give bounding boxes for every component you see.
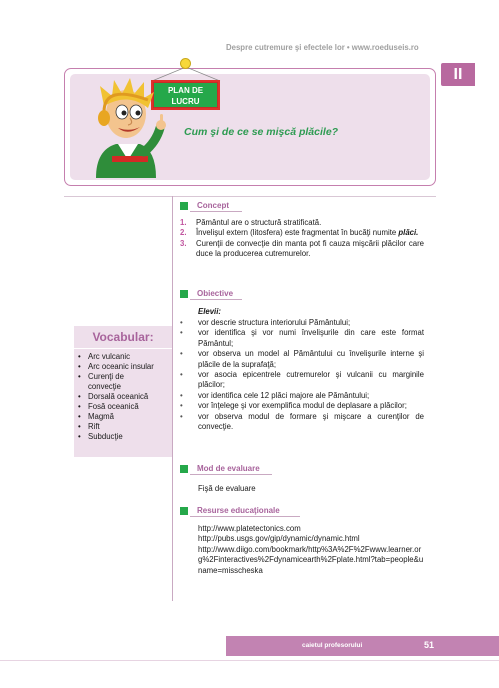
concept-list [180,218,424,260]
list-item: • vor observa un model al Pământului cu învelişurile interne şi plăcile de la suprafaţă; [180,349,424,369]
plan-badge-line2: LUCRU [171,97,200,106]
list-item: • vor înţelege şi vor exemplifica modul de deplasare a plăcilor; [180,401,407,411]
resource-link[interactable]: http://www.diigo.com/bookmark/http%3A%2F%2Fwww.learner.org%2Finteractives%2Fdynamicearth%2Fplate.html?tab=people&uname=misscheska [198,544,424,575]
evaluation-text: Fişă de evaluare [198,484,256,493]
list-item: • Dorsală oceanică [78,392,149,401]
list-item: 3. Curenţii de convecţie din manta pot fi cauza mişcării plăcilor care duce la producerea cutremurelor. [180,238,424,259]
list-item: • Rift [78,422,100,431]
list-item: • vor observa modul de formare şi mişcare a curenţilor de convecţie. [180,411,424,432]
list-item: • Fosă oceanică [78,402,139,411]
list-item: • Magmă [78,412,114,421]
section-tab: II [441,63,475,86]
list-item: • Curenţi de convecţie [78,372,124,391]
vocabulary-list [74,352,172,442]
resource-link[interactable]: http://www.platetectonics.com [198,524,301,533]
evaluation-heading: Mod de evaluare [180,464,270,475]
running-header: Despre cutremure şi efectele lor • www.roeduseis.ro [226,43,419,52]
list-item: • vor asocia epicentrele cutremurelor şi vulcanii cu marginile plăcilor; [180,370,424,390]
heading-marker [180,465,188,473]
objectives-intro: Elevii: [198,307,221,316]
concept-heading: Concept [180,201,242,212]
divider-vertical [172,196,173,601]
objectives-intro-wrap [198,307,424,317]
list-item: 2. Învelişul extern (litosfera) este fragmentat în bucăţi numite plăci. [180,228,419,238]
list-item: • vor descrie structura interiorului Pământului; [180,318,351,327]
lesson-title: Cum şi de ce se mişcă plăcile? [184,126,339,138]
plan-badge-line1: PLAN DE [167,86,204,95]
emphasis-term: plăci. [398,228,419,238]
list-item: 1. Pământul are o structură stratificată. [180,218,322,227]
resources-heading: Resurse educaţionale [180,506,300,517]
list-item: • Arc vulcanic [78,352,131,361]
heading-marker [180,290,188,298]
list-item: • vor identifica cele 12 plăci majore ale Pământului; [180,390,370,400]
objectives-list [180,318,424,432]
resources-links [198,524,424,576]
mascot-illustration [82,78,172,178]
objectives-heading: Obiective [180,289,242,300]
footer-bar [226,636,499,656]
resource-link[interactable]: http://pubs.usgs.gov/gip/dynamic/dynamic.html [198,534,360,544]
vocabulary-box [74,326,172,457]
vocabulary-title: Vocabular: [92,330,154,344]
list-item: • Subducţie [78,432,123,441]
footer-rule [0,660,499,661]
page-number: 51 [424,640,435,650]
heading-marker [180,202,188,210]
pin-icon [180,58,191,69]
list-item: • vor identifica şi vor numi învelişurile din care este format Pământul; [180,328,424,348]
list-item: • Arc oceanic insular [78,362,154,371]
footer-label: caietul profesorului [302,642,363,649]
heading-marker [180,507,188,515]
vocabulary-rule [74,348,172,349]
divider-horizontal [64,196,436,197]
